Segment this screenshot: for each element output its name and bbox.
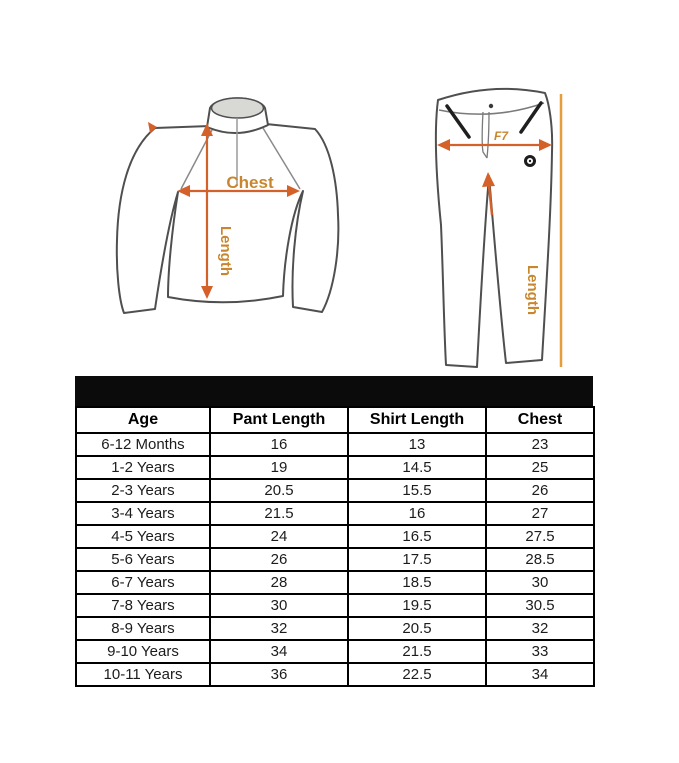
table-cell: 6-7 Years <box>76 571 210 594</box>
table-row <box>76 571 594 594</box>
table-row <box>76 525 594 548</box>
table-cell: 1-2 Years <box>76 456 210 479</box>
table-cell: 23 <box>486 433 594 456</box>
table-cell: 21.5 <box>210 502 348 525</box>
table-cell: 4-5 Years <box>76 525 210 548</box>
table-cell: 30 <box>210 594 348 617</box>
table-cell: 34 <box>210 640 348 663</box>
table-cell: 9-10 Years <box>76 640 210 663</box>
shirt-diagram <box>117 98 339 313</box>
pants-diagram <box>436 89 561 367</box>
table-cell: 5-6 Years <box>76 548 210 571</box>
table-cell: 20.5 <box>210 479 348 502</box>
table-cell: 34 <box>486 663 594 686</box>
pants-length-label: Length <box>524 265 541 315</box>
shirt-length-label: Length <box>217 226 234 276</box>
table-cell: 10-11 Years <box>76 663 210 686</box>
table-header-bar <box>75 376 593 406</box>
table-cell: 16 <box>348 502 486 525</box>
table-cell: 24 <box>210 525 348 548</box>
table-row <box>76 548 594 571</box>
pants-waist-label: F7 <box>493 129 509 143</box>
column-header-chest: Chest <box>486 407 594 433</box>
table-row <box>76 617 594 640</box>
size-table-body <box>76 433 594 686</box>
pants-button <box>489 104 493 108</box>
shirt-outline <box>117 124 339 313</box>
column-header-pant-length: Pant Length <box>210 407 348 433</box>
table-row <box>76 479 594 502</box>
brand-logo-ring <box>526 157 535 166</box>
table-row <box>76 502 594 525</box>
table-cell: 27 <box>486 502 594 525</box>
table-cell: 30.5 <box>486 594 594 617</box>
size-table-section <box>75 376 593 687</box>
shirt-chest-label: Chest <box>226 173 274 192</box>
table-cell: 3-4 Years <box>76 502 210 525</box>
table-cell: 6-12 Months <box>76 433 210 456</box>
table-cell: 28 <box>210 571 348 594</box>
table-cell: 32 <box>210 617 348 640</box>
table-row <box>76 640 594 663</box>
table-cell: 36 <box>210 663 348 686</box>
table-cell: 22.5 <box>348 663 486 686</box>
column-header-shirt-length: Shirt Length <box>348 407 486 433</box>
table-cell: 17.5 <box>348 548 486 571</box>
table-cell: 26 <box>210 548 348 571</box>
table-cell: 30 <box>486 571 594 594</box>
table-row <box>76 433 594 456</box>
table-cell: 27.5 <box>486 525 594 548</box>
table-cell: 8-9 Years <box>76 617 210 640</box>
table-cell: 16.5 <box>348 525 486 548</box>
table-cell: 7-8 Years <box>76 594 210 617</box>
table-cell: 32 <box>486 617 594 640</box>
table-cell: 20.5 <box>348 617 486 640</box>
column-header-age: Age <box>76 407 210 433</box>
table-cell: 14.5 <box>348 456 486 479</box>
table-row <box>76 594 594 617</box>
table-cell: 15.5 <box>348 479 486 502</box>
table-row <box>76 456 594 479</box>
table-cell: 25 <box>486 456 594 479</box>
table-cell: 16 <box>210 433 348 456</box>
size-table <box>75 406 595 687</box>
table-row <box>76 663 594 686</box>
table-cell: 28.5 <box>486 548 594 571</box>
table-cell: 2-3 Years <box>76 479 210 502</box>
table-header-row <box>76 407 594 433</box>
table-cell: 19 <box>210 456 348 479</box>
table-cell: 21.5 <box>348 640 486 663</box>
table-cell: 13 <box>348 433 486 456</box>
shirt-collar-opening <box>212 98 264 118</box>
table-cell: 19.5 <box>348 594 486 617</box>
table-cell: 33 <box>486 640 594 663</box>
table-cell: 18.5 <box>348 571 486 594</box>
table-cell: 26 <box>486 479 594 502</box>
garment-measurement-diagram <box>0 0 679 378</box>
